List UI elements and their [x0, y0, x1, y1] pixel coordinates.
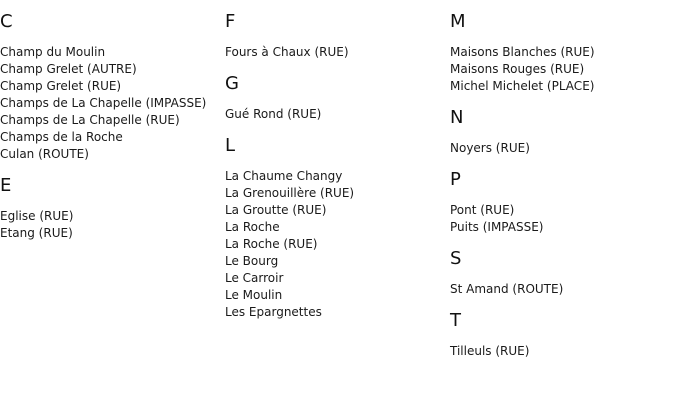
street-link[interactable]: Noyers (RUE)	[450, 141, 530, 155]
letter-heading: N	[450, 107, 464, 128]
street-link[interactable]: Champs de La Chapelle (IMPASSE)	[0, 96, 207, 110]
street-list	[450, 343, 675, 360]
letter-group-t	[450, 310, 675, 360]
letter-heading: L	[225, 135, 236, 156]
street-link[interactable]: Gué Rond (RUE)	[225, 107, 322, 121]
letter-group-g	[225, 73, 450, 123]
letter-heading: T	[450, 310, 461, 331]
street-list	[450, 281, 675, 298]
street-link[interactable]: Le Bourg	[225, 254, 279, 268]
street-link[interactable]: Champ du Moulin	[0, 45, 106, 59]
street-link[interactable]: Michel Michelet (PLACE)	[450, 79, 595, 93]
street-list	[450, 202, 675, 236]
street-link[interactable]: Champs de la Roche	[0, 130, 123, 144]
letter-heading: F	[225, 11, 236, 32]
street-link[interactable]: Puits (IMPASSE)	[450, 220, 544, 234]
street-list	[450, 44, 675, 95]
street-link[interactable]: La Roche (RUE)	[225, 237, 318, 251]
street-link[interactable]: St Amand (ROUTE)	[450, 282, 564, 296]
letter-heading: S	[450, 248, 462, 269]
street-list	[450, 140, 675, 157]
street-link[interactable]: La Chaume Changy	[225, 169, 343, 183]
street-list	[225, 106, 450, 123]
letter-group-s	[450, 248, 675, 298]
street-link[interactable]: Champ Grelet (RUE)	[0, 79, 122, 93]
street-list	[0, 44, 225, 163]
street-link[interactable]: Le Moulin	[225, 288, 283, 302]
letter-group-e	[0, 175, 225, 242]
street-list	[225, 44, 450, 61]
letter-heading: C	[0, 11, 13, 32]
street-link[interactable]: La Roche	[225, 220, 280, 234]
column-3	[450, 0, 675, 372]
letter-heading: G	[225, 73, 239, 94]
street-link[interactable]: Champs de La Chapelle (RUE)	[0, 113, 180, 127]
street-link[interactable]: Maisons Blanches (RUE)	[450, 45, 595, 59]
street-link[interactable]: Fours à Chaux (RUE)	[225, 45, 349, 59]
street-link[interactable]: Culan (ROUTE)	[0, 147, 89, 161]
letter-group-l	[225, 135, 450, 321]
street-link[interactable]: La Groutte (RUE)	[225, 203, 327, 217]
street-link[interactable]: La Grenouillère (RUE)	[225, 186, 355, 200]
street-list	[0, 208, 225, 242]
letter-group-n	[450, 107, 675, 157]
street-link[interactable]: Etang (RUE)	[0, 226, 73, 240]
letter-group-f	[225, 11, 450, 61]
street-link[interactable]: Les Epargnettes	[225, 305, 322, 319]
street-link[interactable]: Champ Grelet (AUTRE)	[0, 62, 137, 76]
street-link[interactable]: Tilleuls (RUE)	[450, 344, 530, 358]
street-link[interactable]: Le Carroir	[225, 271, 284, 285]
letter-heading: E	[0, 175, 12, 196]
letter-group-m	[450, 11, 675, 95]
column-1	[0, 0, 225, 254]
letter-group-p	[450, 169, 675, 236]
street-link[interactable]: Pont (RUE)	[450, 203, 515, 217]
column-2	[225, 0, 450, 333]
street-link[interactable]: Eglise (RUE)	[0, 209, 74, 223]
letter-heading: M	[450, 11, 466, 32]
street-link[interactable]: Maisons Rouges (RUE)	[450, 62, 585, 76]
letter-heading: P	[450, 169, 461, 190]
street-list	[225, 168, 450, 321]
letter-group-c	[0, 11, 225, 163]
